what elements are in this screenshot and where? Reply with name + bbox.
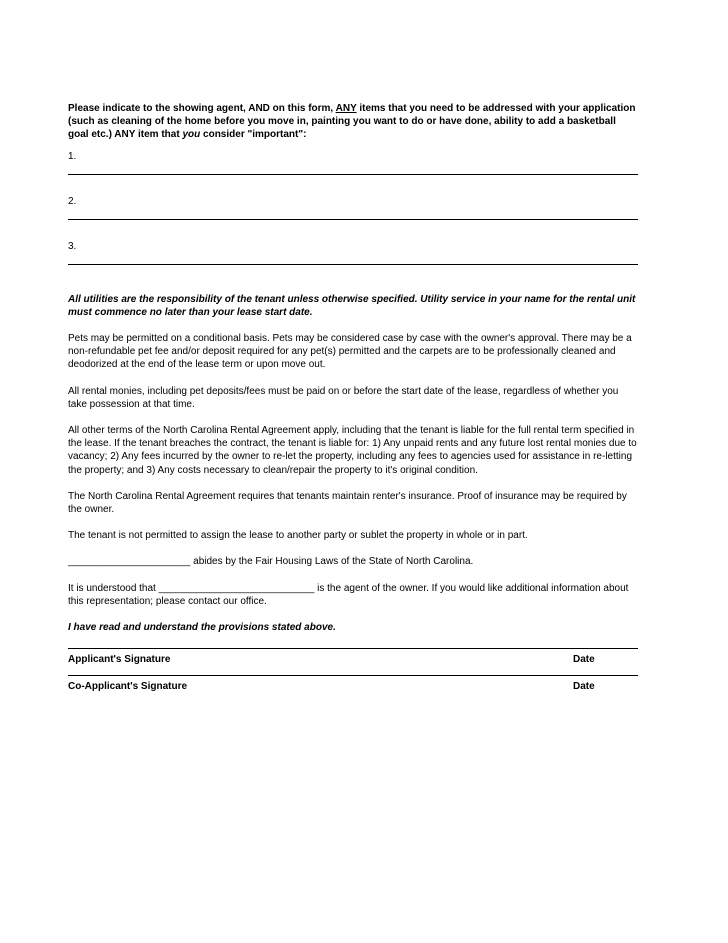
- agent-name-blank[interactable]: ____________________________: [158, 582, 315, 594]
- item-1-entry-line[interactable]: [68, 174, 638, 175]
- acknowledgement: I have read and understand the provisions stated above.: [68, 622, 336, 634]
- intro-any-underlined: ANY: [335, 103, 357, 114]
- applicant-date-label: Date: [573, 654, 595, 666]
- item-number: 1.: [68, 150, 77, 162]
- other-terms-paragraph: All other terms of the North Carolina Rental Agreement apply, including that the tenant is liable for the full rental term specified in the lease. If the tenant breaches the contract, the tenant is liable for: 1) Any unpaid rents and any future lost rental monies due to vacancy; 2) Any fees incurred by the owner to re-let the property, including any fees to agencies used for assistance in re-letting the property; and 3) Any costs necessary to clean/repair the property to it's original condition.: [68, 425, 637, 476]
- co-applicant-date-label: Date: [573, 681, 595, 693]
- agent-paragraph: [68, 582, 638, 608]
- applicant-signature-label: Applicant's Signature: [68, 654, 171, 666]
- agent-suffix: is the agent of the owner. If you would like additional information about this representation; please contact our office.: [68, 582, 629, 607]
- item-3: [68, 240, 638, 265]
- intro-text-2: items that you need to be addressed with your application (such as cleaning of the home before you move in, painting you want to do or have done, ability to add a basketball goal etc.) ANY item that: [68, 103, 636, 141]
- pets-paragraph: Pets may be permitted on a conditional basis. Pets may be considered case by case with the owner's approval. There may be a non-refundable pet fee and/or deposit required for any pet(s) permitted and the carpets are to be professionally cleaned and deodorized at the end of the lease term or upon move out.: [68, 333, 632, 371]
- monies-paragraph: All rental monies, including pet deposits/fees must be paid on or before the start date of the lease, regardless of whether you take possession at that time.: [68, 385, 619, 410]
- item-number: 3.: [68, 240, 77, 252]
- utilities-notice: All utilities are the responsibility of the tenant unless otherwise specified. Utility service in your name for the rental unit must commence no later than your lease start date.: [68, 293, 636, 318]
- item-2: [68, 195, 638, 220]
- intro-you-italic: you: [182, 129, 201, 141]
- intro-text-3: consider "important":: [200, 129, 307, 141]
- item-number: 2.: [68, 195, 77, 207]
- applicant-signature-block: [68, 648, 638, 675]
- form-page: [68, 102, 638, 702]
- insurance-paragraph: The North Carolina Rental Agreement requires that tenants maintain renter's insurance. Proof of insurance may be required by the owner.: [68, 490, 627, 516]
- co-applicant-signature-block: [68, 675, 638, 702]
- agent-prefix: It is understood that: [68, 582, 159, 594]
- item-1: [68, 150, 638, 175]
- fair-housing-paragraph: [68, 555, 638, 568]
- fair-housing-blank[interactable]: ______________________: [68, 556, 191, 568]
- applicant-signature-row: [68, 649, 638, 675]
- intro-instructions: [68, 102, 638, 142]
- co-applicant-signature-row: [68, 676, 638, 702]
- assign-paragraph: The tenant is not permitted to assign the lease to another party or sublet the property in whole or in part.: [68, 530, 528, 542]
- intro-text-1: Please indicate to the showing agent, AND on this form,: [68, 103, 336, 114]
- item-2-entry-line[interactable]: [68, 219, 638, 220]
- co-applicant-signature-label: Co-Applicant's Signature: [68, 681, 188, 693]
- item-3-entry-line[interactable]: [68, 264, 638, 265]
- fair-housing-text: abides by the Fair Housing Laws of the State of North Carolina.: [190, 556, 474, 568]
